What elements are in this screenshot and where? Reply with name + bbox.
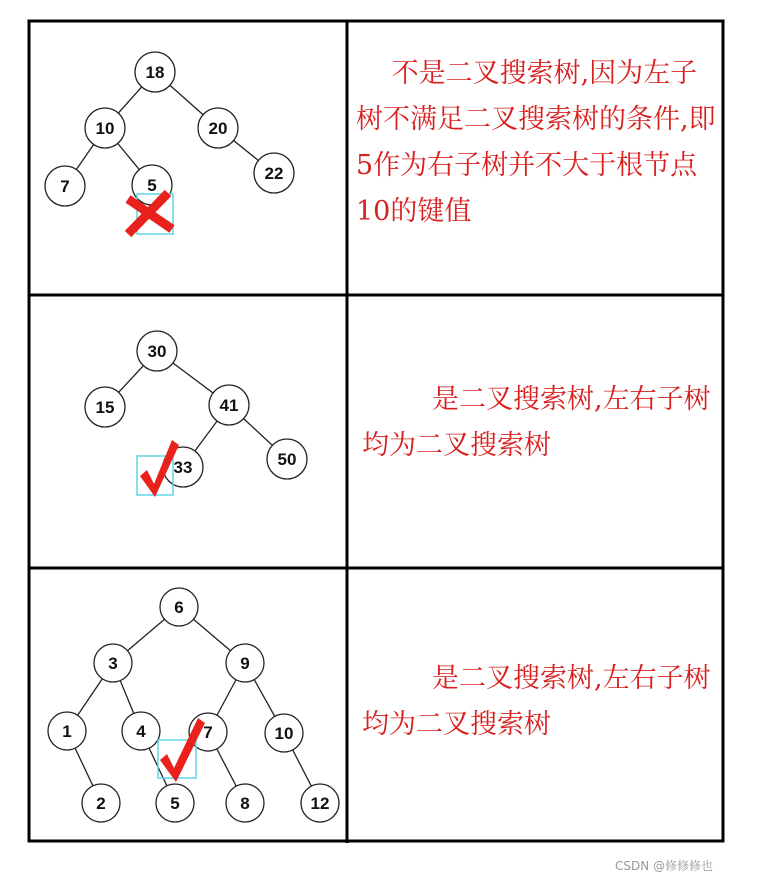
svg-text:15: 15: [95, 398, 115, 417]
svg-text:20: 20: [208, 119, 228, 138]
tree-node: [45, 166, 85, 206]
tree-2-nodes: [85, 331, 307, 487]
check-icon: [160, 718, 205, 782]
svg-text:22: 22: [264, 164, 284, 183]
tree-2: [105, 351, 287, 467]
svg-text:9: 9: [240, 654, 250, 673]
svg-text:4: 4: [136, 722, 146, 741]
tree-node: [265, 714, 303, 752]
svg-text:6: 6: [174, 598, 184, 617]
tree-node: [209, 385, 249, 425]
tree-node: [48, 712, 86, 750]
svg-text:2: 2: [96, 794, 106, 813]
tree-node: [267, 439, 307, 479]
tree-node: [226, 644, 264, 682]
tree-node: [301, 784, 339, 822]
svg-text:50: 50: [277, 450, 297, 469]
svg-text:33: 33: [173, 458, 193, 477]
tree-node: [122, 712, 160, 750]
svg-text:7: 7: [203, 723, 213, 742]
tree-node: [135, 52, 175, 92]
description-panel-2: 是二叉搜索树,左右子树均为二叉搜索树: [362, 384, 711, 461]
tree-node: [160, 588, 198, 626]
svg-text:5: 5: [170, 794, 180, 813]
tree-3: [67, 607, 320, 803]
tree-node: [254, 153, 294, 193]
svg-text:30: 30: [147, 342, 167, 361]
svg-text:8: 8: [240, 794, 250, 813]
svg-text:18: 18: [145, 63, 165, 82]
svg-text:41: 41: [219, 396, 239, 415]
svg-text:10: 10: [274, 724, 294, 743]
tree-node: [94, 644, 132, 682]
tree-node: [85, 108, 125, 148]
watermark: CSDN @修修修也: [615, 859, 714, 873]
tree-node: [156, 784, 194, 822]
tree-node: [137, 331, 177, 371]
description-panel-1: 不是二叉搜索树,因为左子树不满足二叉搜索树的条件,即5作为右子树并不大于根节点10的键值: [356, 58, 716, 227]
svg-text:1: 1: [62, 722, 72, 741]
tree-node: [226, 784, 264, 822]
svg-text:7: 7: [60, 177, 70, 196]
tree-node: [82, 784, 120, 822]
svg-text:12: 12: [310, 794, 330, 813]
tree-node: [85, 387, 125, 427]
svg-text:10: 10: [95, 119, 115, 138]
tree-1-nodes: [45, 52, 294, 206]
svg-text:5: 5: [147, 176, 157, 195]
tree-3-nodes: [48, 588, 339, 822]
tree-node: [198, 108, 238, 148]
svg-text:3: 3: [108, 654, 118, 673]
description-panel-3: 是二叉搜索树,左右子树均为二叉搜索树: [362, 663, 711, 740]
